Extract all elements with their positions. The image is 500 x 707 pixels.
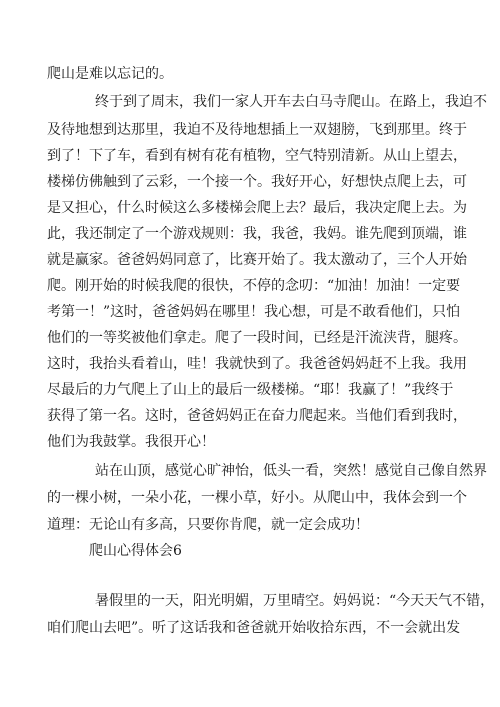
line-text: 到了！下了车，看到有树有花有植物，空气特别清新。从山上望去， bbox=[47, 148, 467, 164]
line-text: 就是赢家。爸爸妈妈同意了，比赛开始了。我太激动了，三个人开始 bbox=[47, 252, 467, 268]
line-text: 的一棵小树，一朵小花，一棵小草，好小。从爬山中，我体会到一个 bbox=[47, 490, 467, 506]
line-text: 站在山顶，感觉心旷神怡，低头一看，突然！感觉自己像自然界 bbox=[95, 463, 487, 479]
line-text: 此，我还制定了一个游戏规则：我，我爸，我妈。谁先爬到顶端，谁 bbox=[47, 226, 467, 242]
line-text: 终于到了周末，我们一家人开车去白马寺爬山。在路上，我迫不 bbox=[95, 94, 487, 110]
line-text: 考第一！”这时，爸爸妈妈在哪里！我心想，可是不敢看他们，只怕 bbox=[47, 304, 461, 320]
line-text: 他们为我鼓掌。我很开心！ bbox=[47, 434, 215, 450]
line-text: 尽最后的力气爬上了山上的最后一级楼梯。“耶！我赢了！”我终于 bbox=[47, 382, 454, 398]
line-text: 暑假里的一天，阳光明媚，万里晴空。妈妈说：“今天天气不错， bbox=[95, 593, 495, 609]
line-text: 这时，我抬头看着山，哇！我就快到了。我爸爸妈妈赶不上我。我用 bbox=[47, 356, 467, 372]
line-text: 他们的一等奖被他们拿走。爬了一段时间，已经是汗流浃背，腿疼。 bbox=[47, 330, 467, 346]
line-text: 道理：无论山有多高，只要你肯爬，就一定会成功！ bbox=[47, 517, 369, 533]
line-text: 获得了第一名。这时，爸爸妈妈正在奋力爬起来。当他们看到我时， bbox=[47, 408, 467, 424]
line-text: 及待地想到达那里，我迫不及待地想插上一双翅膀，飞到那里。终于 bbox=[47, 122, 467, 138]
heading-text: 爬山心得体会6 bbox=[89, 543, 182, 559]
line-text: 咱们爬山去吧”。听了这话我和爸爸就开始收拾东西，不一会就出发 bbox=[47, 620, 461, 636]
line-text: 楼梯仿佛触到了云彩，一个接一个。我好开心，好想快点爬上去，可 bbox=[47, 174, 467, 190]
line-text: 爬山是难以忘记的。 bbox=[47, 66, 173, 82]
line-text: 爬。刚开始的时候我爬的很快，不停的念叨：“加油！加油！一定要 bbox=[47, 278, 461, 294]
line-text: 是又担心，什么时候这么多楼梯会爬上去？最后，我决定爬上去。为 bbox=[47, 200, 467, 216]
